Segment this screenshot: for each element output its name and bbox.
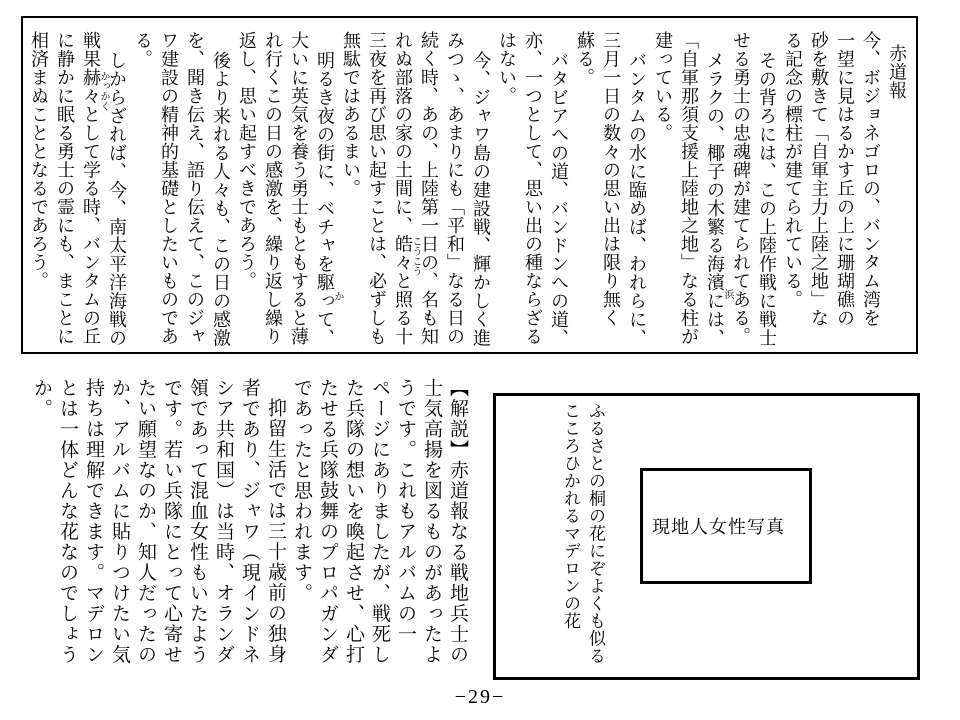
report-column: 砂を敷きて「自軍主力上陸之地」な [809, 31, 829, 327]
report-column [312, 31, 343, 349]
commentary-column: か。 [31, 378, 52, 419]
report-text [26, 31, 910, 349]
report-column [78, 31, 109, 349]
commentary-column: たせる兵隊鼓舞のプロパガンダ [317, 378, 338, 665]
report-column: バタビアへの道、バンドンへの道、 [549, 51, 569, 347]
report-column: 返し、思い起すべきであろう。 [237, 31, 257, 290]
report-column: 今、ジャワ島の建設戦、輝かしく進 [471, 51, 491, 347]
poem-text [558, 402, 608, 674]
commentary-column: 士気高揚を図るものがあったよ [421, 378, 442, 665]
report-column: 「自軍那須支援上陸地之地」なる柱が [679, 31, 699, 346]
report-column: みつゝ、あまりにも「平和」なる日の [445, 31, 465, 346]
commentary-column: か、アルバムに貼りつけたい気 [109, 378, 130, 665]
report-column: る。 [133, 31, 153, 68]
report-column: 後より来れる人々も、この日の感激 [211, 51, 231, 347]
report-column: ワ建設の精神的基礎としたいものであ [159, 31, 179, 346]
report-column: しからざれば、今、南太平洋海戦の [107, 51, 127, 347]
report-column-text: れぬ部落の家の土間に、皓々と照る十 [393, 31, 413, 346]
report-column: を、聞き伝え、語り伝えて、このジャ [185, 31, 205, 346]
commentary-column: うです。これもアルバムの一 [395, 378, 416, 645]
report-column: 蘇る。 [575, 31, 595, 87]
furigana-koukou: こうこう [410, 236, 421, 276]
report-column: に静かに眠る勇士の霊にも、まことに [55, 31, 75, 346]
report-column: 無駄ではあるまい。 [341, 31, 361, 198]
report-column: その背ろには、この上陸作戦に戦士 [757, 51, 777, 347]
report-column [390, 31, 421, 349]
report-column: 続く時、あの、上陸第一日の、名も知 [419, 31, 439, 346]
report-column: はない。 [497, 31, 517, 105]
furigana-ka: か [332, 291, 343, 301]
report-column: バンタムの水に臨めば、われらに、 [627, 51, 647, 347]
report-column: せる勇士の忠魂碑が建てられてある。 [731, 31, 751, 346]
report-column: 三月一日の数々の思い出は限り無く [601, 31, 621, 327]
report-column: 三夜を再び思い起すことは、必ずしも [367, 31, 387, 346]
commentary-column: です。若い兵隊にとって心寄せ [161, 378, 182, 665]
commentary-column: 領であって混血女性もいたよう [187, 378, 208, 665]
commentary-column: 者であり、ジャワ（現インドネ [239, 378, 260, 665]
report-title: 赤道報 [887, 44, 907, 100]
report-column: 亦、一つとして、思い出の種ならざる [523, 31, 543, 346]
commentary-column: 抑留生活では三十歳前の独身 [265, 398, 286, 665]
photo-panel [493, 393, 920, 680]
report-column-text: メラクの、椰子の木繁る海濱には、 [705, 51, 725, 347]
report-column: 今、ボジョネゴロの、バンタム湾を [861, 31, 881, 327]
furigana-hama: 浜 [722, 289, 733, 299]
photo-placeholder-label: 現地人女性写真 [652, 517, 785, 537]
commentary-column: であったと思われます。 [291, 378, 312, 604]
report-column: 建っている。 [653, 31, 673, 142]
report-column [702, 31, 733, 349]
commentary-column: 持ちは理解できます。マデロン [83, 378, 104, 665]
report-column: 相済まぬこととなるであろう。 [29, 31, 49, 290]
furigana-kakkaku: かっかく [98, 71, 109, 111]
report-column-text: 戦果赫々として学る時、バンタムの丘 [81, 31, 101, 346]
commentary-column: とは一体どんな花なのでしょう [57, 378, 78, 665]
photo-frame [640, 468, 812, 584]
commentary-section [28, 378, 470, 710]
commentary-column: ページにありましたが、戦死し [369, 378, 390, 665]
commentary-column: たい願望なのか、知人だったの [135, 378, 156, 665]
page-number: −29− [454, 686, 506, 708]
poem-column: ふるさとの桐の花にぞよくも似る [586, 402, 605, 665]
commentary-column: シア共和国）は当時、オランダ [213, 378, 234, 665]
commentary-column: 【解説】赤道報なる戦地兵士の [447, 378, 468, 665]
report-column: 大いに英気を養う勇士もともすると薄 [289, 31, 309, 346]
report-box [21, 16, 918, 354]
report-column: れ行くこの日の感激を、繰り返し繰り [263, 31, 283, 346]
report-column: る記念の標柱が建てられている。 [783, 31, 803, 309]
report-column: 一望に見はるかす丘の上に珊瑚礁の [835, 31, 855, 327]
commentary-column: た兵隊の想いを喚起させ、心打 [343, 378, 364, 665]
poem-column: こころひかれるマデロンの花 [561, 402, 580, 630]
report-column-text: 明るき夜の街に、ベチャを駆って、 [315, 51, 335, 347]
